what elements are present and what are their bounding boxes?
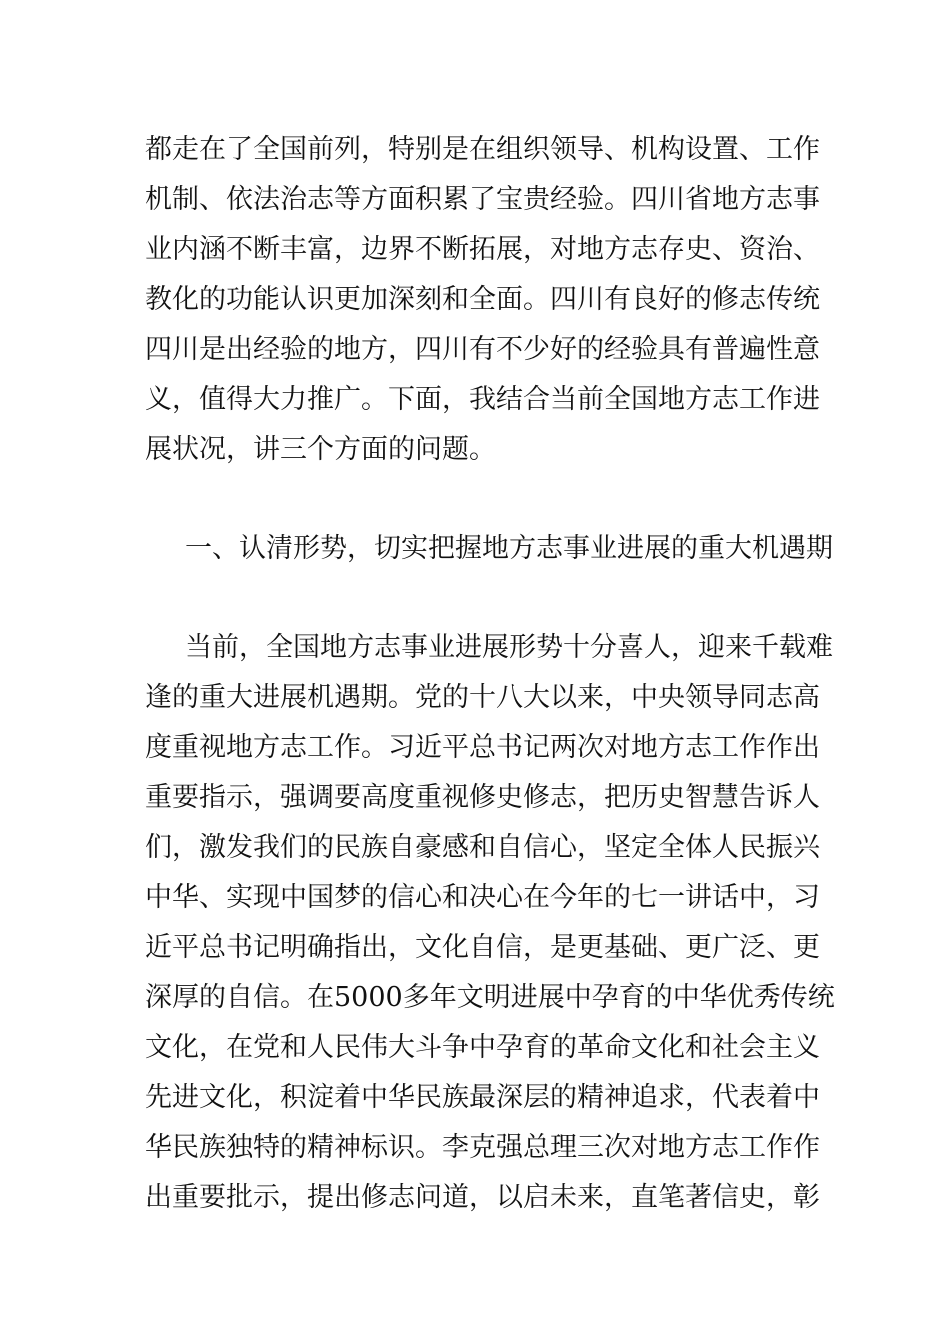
paragraph-line: 华民族独特的精神标识。李克强总理三次对地方志工作作 <box>145 1132 820 1163</box>
paragraph-line: 都走在了全国前列，特别是在组织领导、机构设置、工作 <box>145 134 820 165</box>
paragraph-line: 业内涵不断丰富，边界不断拓展，对地方志存史、资治、 <box>145 234 820 265</box>
paragraph-body <box>145 623 835 1223</box>
paragraph-line: 先进文化，积淀着中华民族最深层的精神追求，代表着中 <box>145 1082 820 1113</box>
heading-text: 一、认清形势，切实把握地方志事业进展的重大机遇期 <box>185 533 833 564</box>
paragraph-line: 文化，在党和人民伟大斗争中孕育的革命文化和社会主义 <box>145 1032 820 1063</box>
paragraph-line: 中华、实现中国梦的信心和决心在今年的七一讲话中，习 <box>145 882 820 913</box>
paragraph-line: 教化的功能认识更加深刻和全面。四川有良好的修志传统 <box>145 284 820 315</box>
paragraph-intro <box>145 125 820 475</box>
paragraph-line: 逢的重大进展机遇期。党的十八大以来，中央领导同志高 <box>145 682 820 713</box>
paragraph-line: 四川是出经验的地方，四川有不少好的经验具有普遍性意 <box>145 334 820 365</box>
paragraph-line: 展状况，讲三个方面的问题。 <box>145 434 496 465</box>
paragraph-line: 度重视地方志工作。习近平总书记两次对地方志工作作出 <box>145 732 820 763</box>
paragraph-line: 出重要批示，提出修志问道，以启未来，直笔著信史，彰 <box>145 1182 820 1213</box>
paragraph-line: 当前，全国地方志事业进展形势十分喜人，迎来千载难 <box>185 632 833 663</box>
paragraph-line: 义，值得大力推广。下面，我结合当前全国地方志工作进 <box>145 384 820 415</box>
paragraph-line: 重要指示，强调要高度重视修史修志，把历史智慧告诉人 <box>145 782 820 813</box>
paragraph-line: 机制、依法治志等方面积累了宝贵经验。四川省地方志事 <box>145 184 820 215</box>
section-heading <box>145 524 833 574</box>
paragraph-line: 们，激发我们的民族自豪感和自信心，坚定全体人民振兴 <box>145 832 820 863</box>
paragraph-line: 深厚的自信。在5000多年文明进展中孕育的中华优秀传统 <box>145 982 835 1013</box>
paragraph-line: 近平总书记明确指出，文化自信，是更基础、更广泛、更 <box>145 932 820 963</box>
